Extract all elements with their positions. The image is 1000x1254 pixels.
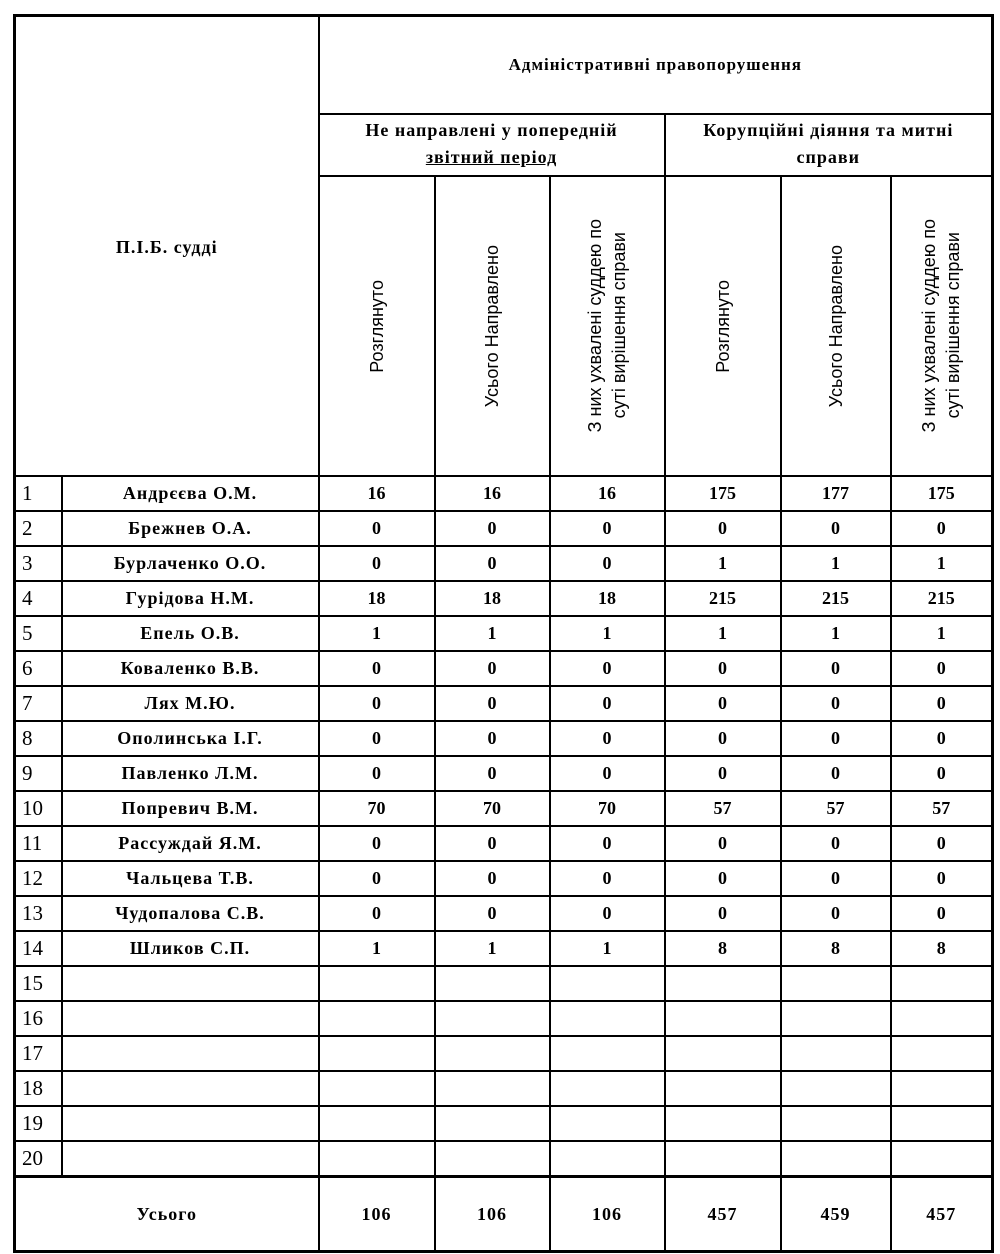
judge-name: Епель О.В. xyxy=(62,616,319,651)
judge-name xyxy=(62,1071,319,1106)
table-row xyxy=(15,476,993,511)
judge-name: Брежнев О.А. xyxy=(62,511,319,546)
row-number: 1 xyxy=(15,476,62,511)
value-cell: 0 xyxy=(319,686,435,721)
value-cell xyxy=(550,1071,665,1106)
value-cell: 0 xyxy=(435,756,550,791)
value-cell: 0 xyxy=(550,546,665,581)
judge-name: Коваленко В.В. xyxy=(62,651,319,686)
table-row xyxy=(15,651,993,686)
table-row xyxy=(15,1106,993,1141)
table-row xyxy=(15,1071,993,1106)
value-cell: 0 xyxy=(781,721,891,756)
value-cell: 1 xyxy=(550,616,665,651)
judge-name xyxy=(62,966,319,1001)
value-cell xyxy=(781,966,891,1001)
value-cell: 175 xyxy=(891,476,993,511)
value-cell: 1 xyxy=(781,546,891,581)
value-cell: 0 xyxy=(891,721,993,756)
value-cell xyxy=(319,1106,435,1141)
value-cell: 57 xyxy=(665,791,781,826)
row-number: 11 xyxy=(15,826,62,861)
value-cell xyxy=(665,1036,781,1071)
total-value: 106 xyxy=(550,1177,665,1252)
judge-name: Рассуждай Я.М. xyxy=(62,826,319,861)
value-cell: 0 xyxy=(781,861,891,896)
value-cell: 0 xyxy=(665,721,781,756)
value-cell xyxy=(435,1071,550,1106)
value-cell: 0 xyxy=(891,511,993,546)
value-cell xyxy=(665,1141,781,1177)
value-cell: 0 xyxy=(781,686,891,721)
total-value: 106 xyxy=(319,1177,435,1252)
value-cell: 0 xyxy=(665,861,781,896)
row-number: 12 xyxy=(15,861,62,896)
value-cell: 1 xyxy=(319,616,435,651)
value-cell: 0 xyxy=(319,721,435,756)
total-value: 457 xyxy=(665,1177,781,1252)
group-not-sent-line1: Не направлені у попередній xyxy=(365,120,618,140)
judge-name: Лях М.Ю. xyxy=(62,686,319,721)
value-cell: 0 xyxy=(550,756,665,791)
judge-name: Бурлаченко О.О. xyxy=(62,546,319,581)
value-cell: 16 xyxy=(435,476,550,511)
table-row xyxy=(15,861,993,896)
col-decided-1: З них ухвалені суддею по суті вирішення справи xyxy=(550,176,665,476)
judge-name: Ополинська І.Г. xyxy=(62,721,319,756)
col-reviewed-1: Розглянуто xyxy=(319,176,435,476)
value-cell: 16 xyxy=(319,476,435,511)
value-cell xyxy=(781,1001,891,1036)
value-cell xyxy=(319,1001,435,1036)
value-cell xyxy=(891,1036,993,1071)
row-number: 18 xyxy=(15,1071,62,1106)
table-row xyxy=(15,511,993,546)
value-cell: 0 xyxy=(435,651,550,686)
value-cell: 0 xyxy=(435,511,550,546)
value-cell xyxy=(665,1001,781,1036)
judge-name: Попревич В.М. xyxy=(62,791,319,826)
value-cell xyxy=(550,1001,665,1036)
value-cell: 8 xyxy=(665,931,781,966)
value-cell: 18 xyxy=(319,581,435,616)
table-row xyxy=(15,931,993,966)
value-cell: 215 xyxy=(665,581,781,616)
value-cell: 57 xyxy=(781,791,891,826)
value-cell xyxy=(435,966,550,1001)
value-cell: 215 xyxy=(891,581,993,616)
value-cell: 0 xyxy=(665,896,781,931)
value-cell xyxy=(435,1141,550,1177)
table-row xyxy=(15,1001,993,1036)
row-number: 14 xyxy=(15,931,62,966)
admin-offenses-header: Адміністративні правопорушення xyxy=(319,16,993,115)
value-cell: 0 xyxy=(550,721,665,756)
table-row xyxy=(15,756,993,791)
row-number: 9 xyxy=(15,756,62,791)
value-cell: 0 xyxy=(319,546,435,581)
value-cell xyxy=(319,1141,435,1177)
table-row xyxy=(15,721,993,756)
value-cell: 0 xyxy=(435,546,550,581)
value-cell xyxy=(435,1001,550,1036)
row-number: 16 xyxy=(15,1001,62,1036)
group-not-sent-header xyxy=(319,114,665,176)
row-number: 17 xyxy=(15,1036,62,1071)
judge-name xyxy=(62,1141,319,1177)
value-cell xyxy=(781,1071,891,1106)
value-cell: 1 xyxy=(319,931,435,966)
value-cell: 0 xyxy=(435,721,550,756)
value-cell: 0 xyxy=(781,511,891,546)
table-row xyxy=(15,1141,993,1177)
value-cell: 70 xyxy=(435,791,550,826)
total-value: 459 xyxy=(781,1177,891,1252)
value-cell: 0 xyxy=(319,511,435,546)
row-number: 10 xyxy=(15,791,62,826)
row-number: 15 xyxy=(15,966,62,1001)
value-cell: 0 xyxy=(781,756,891,791)
row-number: 7 xyxy=(15,686,62,721)
value-cell: 0 xyxy=(781,651,891,686)
value-cell: 0 xyxy=(781,896,891,931)
value-cell xyxy=(550,966,665,1001)
value-cell: 0 xyxy=(550,826,665,861)
value-cell: 1 xyxy=(435,931,550,966)
row-number: 6 xyxy=(15,651,62,686)
value-cell xyxy=(891,1071,993,1106)
row-number: 3 xyxy=(15,546,62,581)
value-cell xyxy=(319,1071,435,1106)
value-cell: 0 xyxy=(665,651,781,686)
row-number: 13 xyxy=(15,896,62,931)
total-row xyxy=(15,1177,993,1252)
value-cell xyxy=(891,966,993,1001)
value-cell xyxy=(319,1036,435,1071)
judge-name xyxy=(62,1036,319,1071)
value-cell: 0 xyxy=(435,826,550,861)
value-cell xyxy=(665,966,781,1001)
value-cell: 0 xyxy=(891,861,993,896)
table-row xyxy=(15,1036,993,1071)
value-cell: 0 xyxy=(781,826,891,861)
value-cell: 0 xyxy=(319,861,435,896)
row-number: 8 xyxy=(15,721,62,756)
judge-name: Чальцева Т.В. xyxy=(62,861,319,896)
col-sent-2: Усього Направлено xyxy=(781,176,891,476)
table-row xyxy=(15,966,993,1001)
value-cell xyxy=(665,1071,781,1106)
value-cell: 0 xyxy=(550,896,665,931)
value-cell: 1 xyxy=(891,546,993,581)
value-cell: 0 xyxy=(665,756,781,791)
row-number: 20 xyxy=(15,1141,62,1177)
value-cell xyxy=(319,966,435,1001)
table-row xyxy=(15,791,993,826)
judge-name: Шликов С.П. xyxy=(62,931,319,966)
judge-name-header: П.І.Б. судді xyxy=(15,16,319,477)
value-cell: 0 xyxy=(319,651,435,686)
value-cell: 0 xyxy=(435,861,550,896)
value-cell: 0 xyxy=(319,756,435,791)
col-sent-1: Усього Направлено xyxy=(435,176,550,476)
value-cell: 0 xyxy=(891,651,993,686)
value-cell: 0 xyxy=(891,686,993,721)
value-cell: 18 xyxy=(435,581,550,616)
value-cell xyxy=(435,1036,550,1071)
table-row xyxy=(15,581,993,616)
group-corruption-line1: Корупційні діяння та митні xyxy=(703,120,954,140)
value-cell xyxy=(665,1106,781,1141)
value-cell xyxy=(550,1036,665,1071)
value-cell: 0 xyxy=(891,896,993,931)
value-cell: 70 xyxy=(319,791,435,826)
value-cell: 0 xyxy=(665,826,781,861)
row-number: 4 xyxy=(15,581,62,616)
row-number: 5 xyxy=(15,616,62,651)
value-cell: 8 xyxy=(781,931,891,966)
judge-name xyxy=(62,1106,319,1141)
judge-name: Павленко Л.М. xyxy=(62,756,319,791)
value-cell: 0 xyxy=(550,686,665,721)
value-cell: 0 xyxy=(891,826,993,861)
value-cell: 0 xyxy=(550,511,665,546)
judge-name: Гурідова Н.М. xyxy=(62,581,319,616)
value-cell: 177 xyxy=(781,476,891,511)
value-cell xyxy=(781,1141,891,1177)
judge-name: Андрєєва О.М. xyxy=(62,476,319,511)
value-cell: 1 xyxy=(665,616,781,651)
judge-name: Чудопалова С.В. xyxy=(62,896,319,931)
value-cell: 57 xyxy=(891,791,993,826)
value-cell: 18 xyxy=(550,581,665,616)
judge-name xyxy=(62,1001,319,1036)
total-label: Усього xyxy=(15,1177,319,1252)
table-row xyxy=(15,546,993,581)
value-cell: 0 xyxy=(550,651,665,686)
value-cell: 0 xyxy=(891,756,993,791)
value-cell xyxy=(891,1001,993,1036)
value-cell: 0 xyxy=(665,511,781,546)
table-row xyxy=(15,686,993,721)
court-statistics-table xyxy=(13,14,994,1253)
value-cell xyxy=(550,1141,665,1177)
total-value: 457 xyxy=(891,1177,993,1252)
value-cell: 0 xyxy=(435,686,550,721)
value-cell: 175 xyxy=(665,476,781,511)
value-cell xyxy=(891,1106,993,1141)
table-row xyxy=(15,826,993,861)
value-cell: 215 xyxy=(781,581,891,616)
value-cell: 0 xyxy=(550,861,665,896)
value-cell: 1 xyxy=(435,616,550,651)
col-reviewed-2: Розглянуто xyxy=(665,176,781,476)
value-cell: 0 xyxy=(665,686,781,721)
value-cell: 1 xyxy=(665,546,781,581)
value-cell: 16 xyxy=(550,476,665,511)
value-cell xyxy=(781,1036,891,1071)
value-cell xyxy=(550,1106,665,1141)
value-cell: 1 xyxy=(891,616,993,651)
value-cell: 1 xyxy=(781,616,891,651)
group-corruption-line2: справи xyxy=(796,147,861,167)
value-cell xyxy=(891,1141,993,1177)
value-cell: 0 xyxy=(319,896,435,931)
group-not-sent-line2: звітний період xyxy=(425,147,558,167)
group-corruption-header xyxy=(665,114,993,176)
table-row xyxy=(15,616,993,651)
value-cell xyxy=(435,1106,550,1141)
table-row xyxy=(15,896,993,931)
value-cell: 8 xyxy=(891,931,993,966)
col-decided-2: З них ухвалені суддею по суті вирішення справи xyxy=(891,176,993,476)
value-cell: 70 xyxy=(550,791,665,826)
row-number: 2 xyxy=(15,511,62,546)
value-cell: 0 xyxy=(435,896,550,931)
value-cell: 1 xyxy=(550,931,665,966)
row-number: 19 xyxy=(15,1106,62,1141)
total-value: 106 xyxy=(435,1177,550,1252)
value-cell: 0 xyxy=(319,826,435,861)
value-cell xyxy=(781,1106,891,1141)
